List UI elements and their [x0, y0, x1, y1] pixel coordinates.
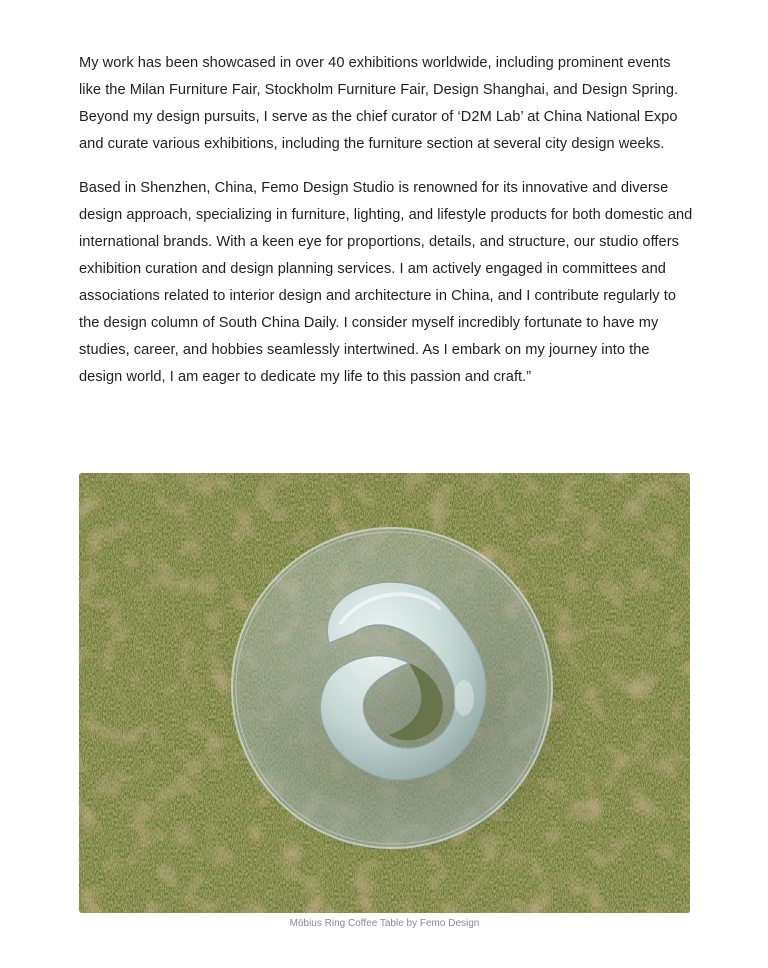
- mobius-coffee-table-image: [79, 473, 690, 913]
- figure-caption: Möbius Ring Coffee Table by Femo Design: [289, 918, 480, 929]
- paragraph-exhibitions: My work has been showcased in over 40 exhibitions worldwide, including prominent events like the Milan Furniture Fair, Stockholm Furniture Fair, Design Shanghai, and Design Spring. Beyond my design pursuits, I serve as the chief curator of ‘D2M Lab’ at China National Expo and curate various exhibitions, including the furniture section at several city design weeks.: [79, 55, 679, 152]
- glass-tabletop: [232, 528, 552, 848]
- article-body: [79, 50, 695, 391]
- paragraph-studio: Based in Shenzhen, China, Femo Design Studio is renowned for its innovative and diverse design approach, specializing in furniture, lighting, and lifestyle products for both domestic and international brands. With a keen eye for proportions, details, and structure, our studio offers exhibition curation and design planning services. I am actively engaged in committees and associations related to interior design and architecture in China, and I contribute regularly to the design column of South China Daily. I consider myself incredibly fortunate to have my studies, career, and hobbies seamlessly intertwined. As I embark on my journey into the design world, I am eager to dedicate my life to this passion and craft.”: [79, 180, 693, 385]
- product-photo: [79, 473, 690, 913]
